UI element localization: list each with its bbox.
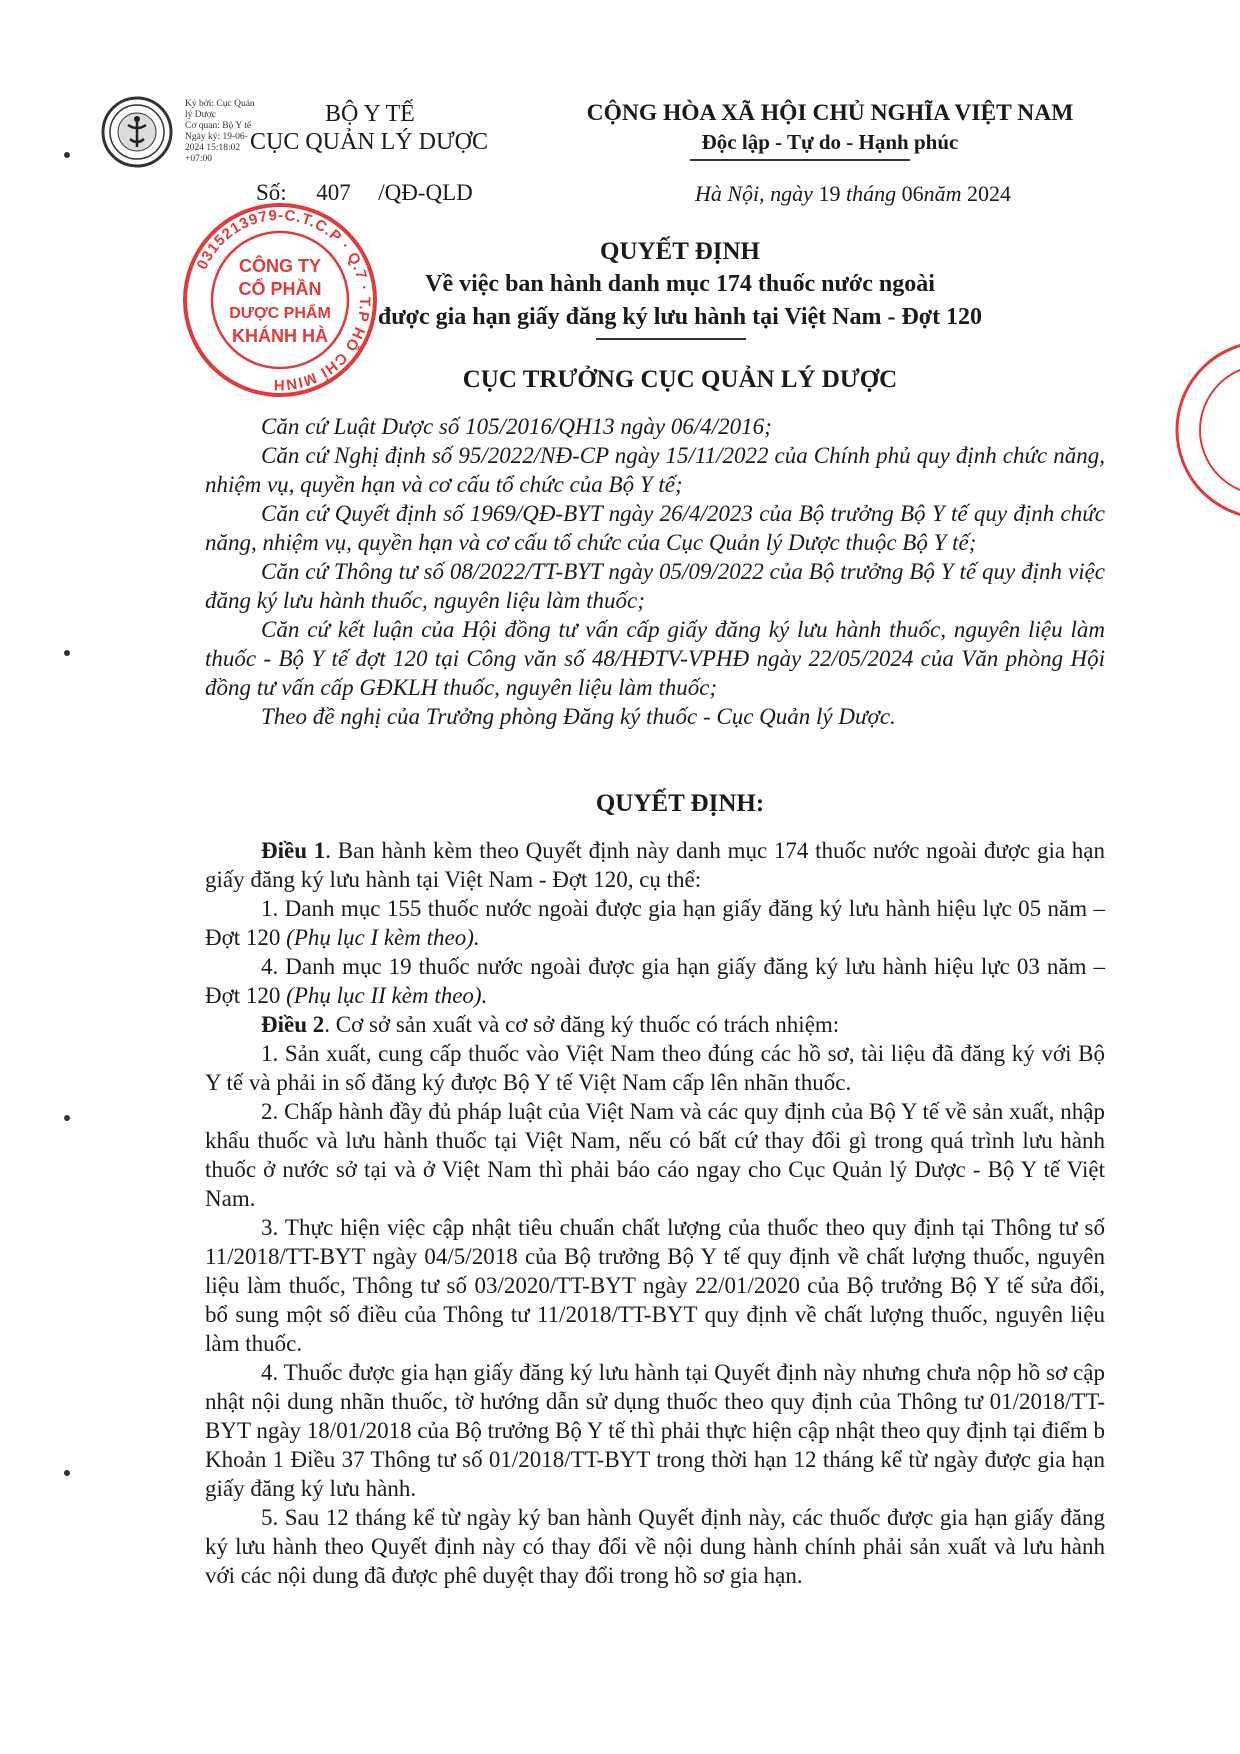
department-name: CỤC QUẢN LÝ DƯỢC [250,129,488,155]
article-2-item: 1. Sản xuất, cung cấp thuốc vào Việt Nam theo đúng các hồ sơ, tài liệu đã đăng ký với Bộ Y tế và phải in số đăng ký được Bộ Y tế Việt Nam cấp lên nhãn thuốc. [205,1041,1105,1095]
subject-line-1: Về việc ban hành danh mục 174 thuốc nước ngoài [425,271,935,297]
country-name: CỘNG HÒA XÃ HỘI CHỦ NGHĨA VIỆT NAM [586,100,1074,126]
number-suffix: /QĐ-QLD [378,180,473,205]
stamp-line: KHÁNH HÀ [232,326,328,346]
subject-underline [596,338,746,340]
stamp-ring-text: 0315213979-C.T.C.P · Q.7 · T.P HỒ CHÍ MINH [193,206,374,394]
number-value: 407 [316,180,351,205]
legal-basis: Căn cứ Luật Dược số 105/2016/QH13 ngày 06/4/2016; [261,414,772,439]
legal-basis: Căn cứ Quyết định số 1969/QĐ-BYT ngày 26/4/2023 của Bộ trưởng Bộ Y tế quy định chức năng, nhiệm vụ, quyền hạn và cơ cấu tổ chức của Cục Quản lý Dược thuộc Bộ Y tế; [205,501,1105,555]
ministry-seal-icon [100,95,174,169]
article-1-item: 1. Danh mục 155 thuốc nước ngoài được gia hạn giấy đăng ký lưu hành hiệu lực 05 năm – Đợt 120 (Phụ lục I kèm theo). [205,896,1105,950]
signature-line: Ngày ký: 19-06- [185,132,248,142]
legal-basis: Theo đề nghị của Trưởng phòng Đăng ký thuốc - Cục Quản lý Dược. [261,704,896,729]
stamp-line: CÔNG TY [238,256,322,276]
signature-line: Ký bởi: Cục Quản [185,99,255,109]
svg-text:0315213979-C.T.C.P · Q.7 · T.P [194,207,373,393]
date-year: 2024 [966,181,1011,206]
stamp-line: DƯỢC PHẨM [229,305,331,322]
ministry-name: BỘ Y TẾ [325,101,415,127]
article-label: Điều 2 [261,1012,325,1037]
company-stamp [180,200,380,400]
legal-bases [205,412,1105,731]
legal-basis: Căn cứ Thông tư số 08/2022/TT-BYT ngày 05/09/2022 của Bộ trưởng Bộ Y tế quy định việc đăng ký lưu hành thuốc, nguyên liệu làm thuốc; [205,559,1105,613]
punch-mark [64,650,70,656]
signature-line: Cơ quan: Bộ Y tế [185,121,252,131]
legal-basis: Căn cứ kết luận của Hội đồng tư vấn cấp giấy đăng ký lưu hành thuốc, nguyên liệu làm thuốc - Bộ Y tế đợt 120 tại Công văn số 48/HĐTV-VPHĐ ngày 22/05/2024 của Văn phòng Hội đồng tư vấn cấp GĐKLH thuốc, nguyên liệu làm thuốc; [205,617,1105,700]
signature-line: lý Dược [185,110,217,120]
date-day: 19 [818,181,841,206]
national-motto: Độc lập - Tự do - Hạnh phúc [701,130,959,154]
article-2-item: 5. Sau 12 tháng kể từ ngày ký ban hành Quyết định này, các thuốc được gia hạn giấy đăng ký lưu hành theo Quyết định này có thay đổi về nội dung hành chính phải sản xuất và lưu hành với các nội dung đã được phê duyệt thay đổi trong hồ sơ gia hạn. [205,1505,1105,1588]
authority-title: CỤC TRƯỞNG CỤC QUẢN LÝ DƯỢC [462,366,898,393]
article-2-item: 2. Chấp hành đầy đủ pháp luật của Việt Nam và các quy định của Bộ Y tế về sản xuất, nhập khẩu thuốc và lưu hành thuốc tại Việt Nam, nếu có bất cứ thay đổi gì trong quá trình lưu hành thuốc ở nước sở tại và ở Việt Nam thì phải báo cáo ngay cho Cục Quản lý Dược - Bộ Y tế Việt Nam. [205,1099,1105,1211]
edge-stamp-fragment [1170,330,1240,530]
article-1: Điều 1. Ban hành kèm theo Quyết định này danh mục 174 thuốc nước ngoài được gia hạn giấy đăng ký lưu hành tại Việt Nam - Đợt 120, cụ thể: [205,838,1106,892]
punch-mark [64,152,70,158]
article-2-item: 3. Thực hiện việc cập nhật tiêu chuẩn chất lượng của thuốc theo quy định tại Thông tư số 11/2018/TT-BYT ngày 04/5/2018 của Bộ trưởng Bộ Y tế quy định về chất lượng thuốc, nguyên liệu làm thuốc, Thông tư số 03/2020/TT-BYT ngày 22/01/2020 của Bộ trưởng Bộ Y tế sửa đổi, bổ sung một số điều của Thông tư 11/2018/TT-BYT quy định về chất lượng thuốc, nguyên liệu làm thuốc. [205,1215,1105,1356]
legal-basis: Căn cứ Nghị định số 95/2022/NĐ-CP ngày 15/11/2022 của Chính phủ quy định chức năng, nhiệm vụ, quyền hạn và cơ cấu tổ chức của Bộ Y tế; [205,443,1105,497]
document-heading: QUYẾT ĐỊNH [600,238,760,265]
signature-line: 2024 15:18:02 [185,143,241,153]
subject-line-2: được gia hạn giấy đăng ký lưu hành tại Việt Nam - Đợt 120 [377,304,983,330]
date-month: 06 [901,181,924,206]
punch-mark [64,1470,70,1476]
article-label: Điều 1 [261,838,326,863]
decision-heading: QUYẾT ĐỊNH: [595,790,765,817]
article-2: Điều 2. Cơ sở sản xuất và cơ sở đăng ký thuốc có trách nhiệm: [261,1012,840,1037]
article-1-item: 4. Danh mục 19 thuốc nước ngoài được gia hạn giấy đăng ký lưu hành hiệu lực 03 năm – Đợt 120 (Phụ lục II kèm theo). [205,954,1105,1008]
articles [205,836,1105,1590]
stamp-line: CỔ PHẦN [238,279,322,299]
number-label: Số: [256,180,287,205]
issue-date: Hà Nội, ngày 19 tháng 06năm 2024 [695,181,1011,206]
signature-line: +07:00 [185,154,212,164]
article-2-item: 4. Thuốc được gia hạn giấy đăng ký lưu hành tại Quyết định này nhưng chưa nộp hồ sơ cập nhật nội dung nhãn thuốc, tờ hướng dẫn sử dụng thuốc theo quy định của Thông tư 01/2018/TT-BYT ngày 18/01/2018 của Bộ trưởng Bộ Y tế thì phải thực hiện cập nhật theo quy định tại điểm b Khoản 1 Điều 37 Thông tư số 01/2018/TT-BYT trong thời hạn 12 tháng kể từ ngày được gia hạn giấy đăng ký lưu hành. [205,1360,1105,1501]
punch-mark [64,1115,70,1121]
